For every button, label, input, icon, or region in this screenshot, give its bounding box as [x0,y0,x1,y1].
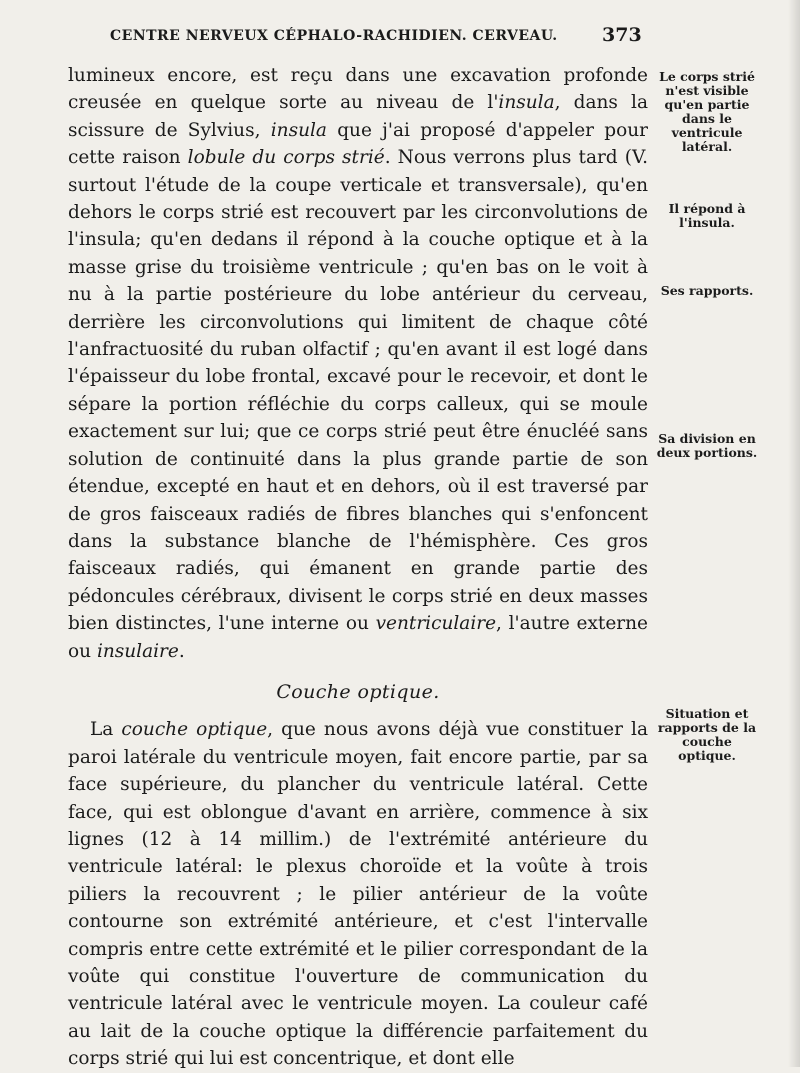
section-heading: Couche optique. [276,680,440,703]
italic-term: lobule du corps strié [187,147,385,169]
italic-term: ventriculaire [375,613,497,635]
text-run: La [90,719,122,741]
page-edge-shadow [788,0,800,1067]
paragraph-couche-optique [68,716,648,1072]
margin-note: Il répond à l'insula. [668,201,746,230]
running-head: CENTRE NERVEUX CÉPHALO-RACHIDIEN. CERVEAU. [110,28,558,44]
text-run: . [178,640,185,662]
text-run: , dans la scissure de Sylvius, [68,92,648,141]
margin-note: Situation et rapports de la couche optique. [657,706,757,763]
page-number: 373 [602,24,642,46]
text-run: que j'ai proposé d'appeler pour cette raison [68,119,648,169]
text-run: , que nous avons déjà vue constituer la paroi latérale du ventricule moyen, fait encore partie, par sa face supérieure, du plancher du ventricule latéral. Cette face, qui est oblongue d'avant en arrière, commence à six lignes (12 à 14 millim.) de l'extrémité antérieure du ventricule latéral: le plexus choroïde et la voûte à trois piliers la recouvrent ; le pilier antérieur de la voûte contourne son extrémité antérieure, et c'est l'intervalle compris entre cette extrémité et le pilier correspondant de la voûte qui constitue l'ouverture de communication du ventricule latéral avec le ventricule moyen. La couleur café au lait de la couche optique la différencie parfaitement du corps strié qui lui est concentrique, et dont elle [68,719,649,1070]
margin-note: Le corps strié n'est visible qu'en partie dans le ventricule latéral. [659,69,755,154]
italic-term: insula [270,119,327,141]
text-run: lumineux encore, est reçu dans une excavation profonde creusée en quelque sorte au niveau de l' [68,65,648,114]
paragraph-corps-strie [68,62,648,665]
margin-note: Sa division en deux portions. [656,431,758,460]
text-run: . Nous verrons plus tard (V. surtout l'étude de la coupe verticale et transversale), qu'en dehors le corps strié est recouvert par les circonvolutions de l'insula; qu'en dedans il répond à la couche optique et à la masse grise du troisième ventricule ; qu'en bas on le voit à nu à la partie postérieure du lobe antérieur du cerveau, derrière les circonvolutions qui limitent de chaque côté l'anfractuosité du ruban olfactif ; qu'en avant il est logé dans l'épaisseur du lobe frontal, excavé pour le recevoir, et dont le sépare la portion réfléchie du corps calleux, qui se moule exactement sur lui; que ce corps strié peut être énucléé sans solution de continuité dans la plus grande partie de son étendue, excepté en haut et en dehors, où il est traversé par de gros faisceaux radiés de fibres blanches qui s'enfoncent dans la substance blanche de l'hémisphère. Ces gros faisceaux radiés, qui émanent en grande partie des pédoncules cérébraux, divisent le corps strié en deux masses bien distinctes, l'une interne ou [68,147,648,635]
italic-term: couche optique [121,719,268,741]
main-text [68,62,648,1073]
italic-term: insulaire [96,640,179,662]
margin-note: Ses rapports. [660,283,754,298]
italic-term: insula [498,92,555,114]
text-run: , l'autre externe ou [68,613,648,662]
